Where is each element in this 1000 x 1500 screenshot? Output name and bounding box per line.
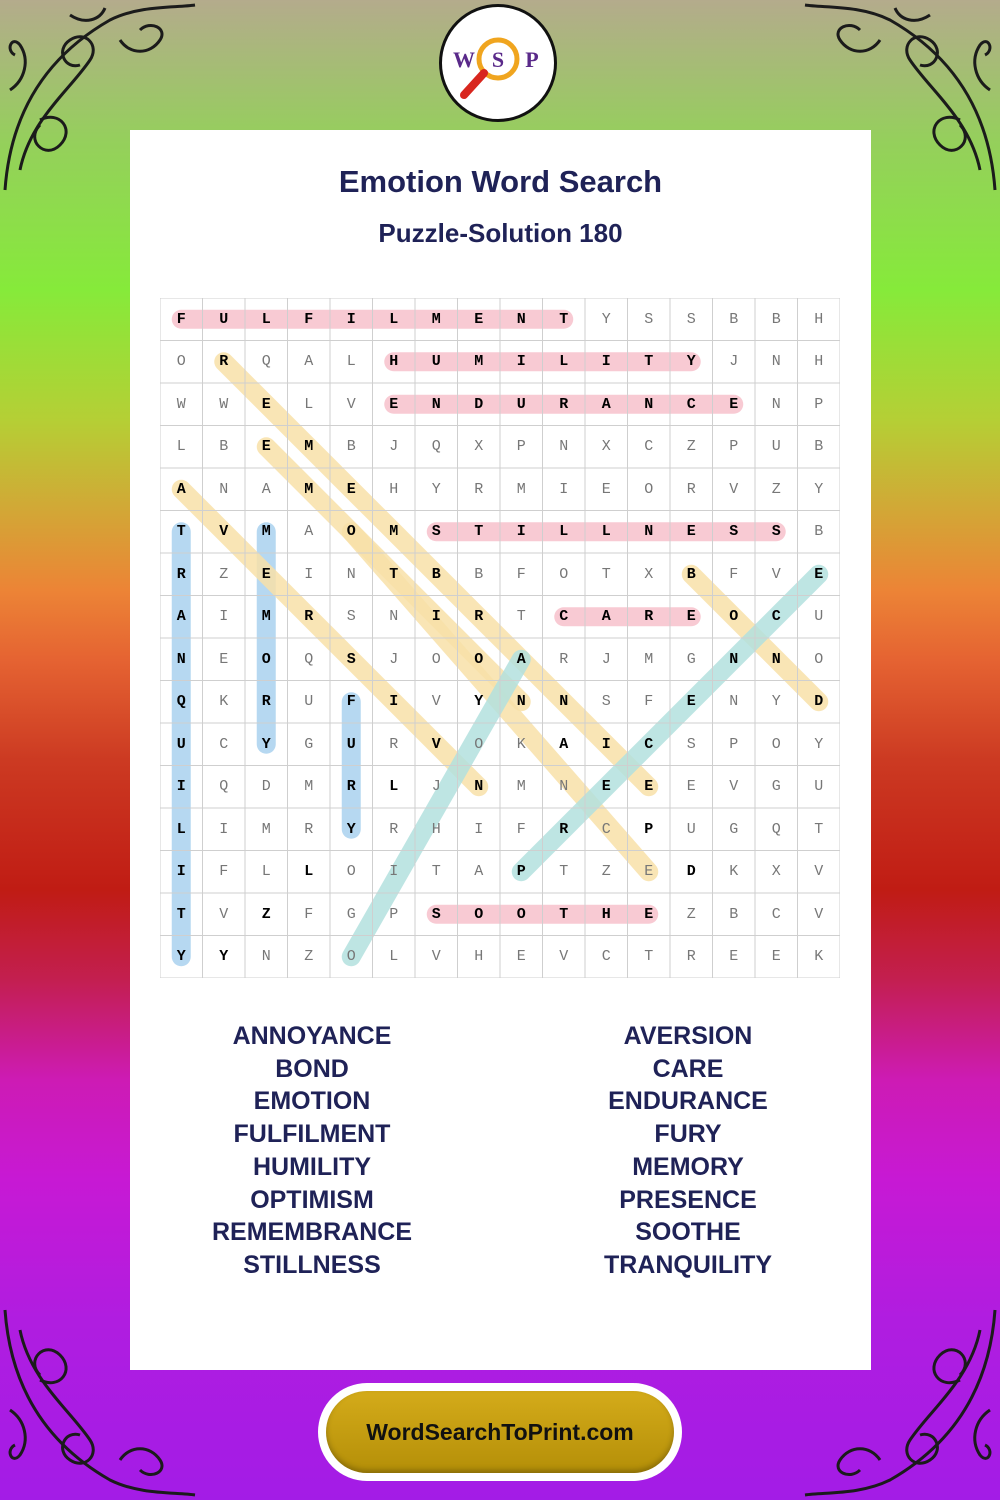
grid-cell[interactable]: L — [559, 353, 569, 371]
grid-cell[interactable]: L — [176, 820, 186, 838]
word-list-item: TRANQUILITY — [603, 1250, 773, 1279]
grid-cell[interactable]: L — [304, 395, 314, 413]
grid-cell[interactable]: I — [219, 820, 229, 838]
grid-cell[interactable]: A — [559, 735, 569, 753]
grid-cell[interactable]: L — [601, 523, 611, 541]
grid-cell[interactable]: J — [601, 650, 611, 668]
grid-cell[interactable]: C — [771, 608, 781, 626]
grid-cell[interactable]: T — [644, 948, 654, 966]
grid-cell[interactable]: U — [686, 820, 696, 838]
grid-cell[interactable]: T — [176, 523, 186, 541]
grid-cell[interactable]: L — [389, 778, 399, 796]
grid-cell[interactable]: L — [304, 863, 314, 881]
grid-cell[interactable]: X — [771, 863, 781, 881]
grid-cell[interactable]: Y — [474, 693, 484, 711]
grid-cell[interactable]: O — [729, 608, 739, 626]
grid-cell[interactable]: E — [729, 395, 739, 413]
grid-cell[interactable]: R — [686, 480, 696, 498]
grid-cell[interactable]: P — [729, 735, 739, 753]
website-link[interactable]: WordSearchToPrint.com — [366, 1418, 634, 1445]
word-list-item: SOOTHE — [635, 1218, 741, 1247]
grid-cell[interactable]: O — [474, 735, 484, 753]
grid-cell[interactable]: N — [729, 693, 739, 711]
grid-cell[interactable]: C — [771, 905, 781, 923]
grid-cell[interactable]: Q — [304, 650, 314, 668]
grid-cell[interactable]: V — [431, 948, 441, 966]
grid-cell[interactable]: P — [644, 820, 654, 838]
grid-cell[interactable]: O — [474, 650, 484, 668]
grid-cell[interactable]: M — [304, 778, 314, 796]
grid-cell[interactable]: U — [176, 735, 186, 753]
grid-cell[interactable]: R — [304, 608, 314, 626]
grid-cell[interactable]: B — [729, 905, 739, 923]
grid-cell[interactable]: O — [474, 905, 484, 923]
grid-cell[interactable]: U — [304, 693, 314, 711]
grid-cell[interactable]: T — [814, 820, 824, 838]
grid-cell[interactable]: A — [261, 480, 271, 498]
grid-cell[interactable]: I — [601, 735, 611, 753]
grid-cell[interactable]: T — [389, 565, 399, 583]
word-list-item: PRESENCE — [619, 1185, 757, 1214]
word-list-item: FULFILMENT — [233, 1120, 391, 1149]
grid-cell[interactable]: F — [729, 565, 739, 583]
grid-cell[interactable]: L — [261, 863, 271, 881]
grid-cell[interactable]: E — [686, 778, 696, 796]
word-list-right — [538, 1020, 838, 1282]
grid-cell[interactable]: A — [304, 353, 314, 371]
grid-cell[interactable]: G — [729, 820, 739, 838]
grid-cell[interactable]: B — [346, 438, 356, 456]
grid-cell[interactable]: I — [389, 863, 399, 881]
grid-cell[interactable]: E — [686, 693, 696, 711]
grid-cell[interactable]: F — [304, 905, 314, 923]
grid-cell[interactable]: P — [389, 905, 399, 923]
grid-cell[interactable]: V — [219, 523, 229, 541]
grid-cell[interactable]: N — [516, 310, 526, 328]
grid-cell[interactable]: N — [559, 693, 569, 711]
grid-cell[interactable]: E — [261, 565, 271, 583]
grid-cell[interactable]: G — [304, 735, 314, 753]
grid-cell[interactable]: M — [431, 310, 441, 328]
word-list-item: AVERSION — [623, 1022, 753, 1050]
grid-cell[interactable]: E — [516, 948, 526, 966]
grid-cell[interactable]: C — [601, 820, 611, 838]
grid-cell[interactable]: M — [304, 480, 314, 498]
grid-cell[interactable]: D — [474, 395, 484, 413]
grid-cell[interactable]: H — [601, 905, 611, 923]
grid-cell[interactable]: L — [176, 438, 186, 456]
grid-cell[interactable]: N — [771, 650, 781, 668]
grid-cell[interactable]: T — [559, 905, 569, 923]
grid-cell[interactable]: I — [389, 693, 399, 711]
grid-cell[interactable]: R — [474, 608, 484, 626]
grid-cell[interactable]: H — [814, 353, 824, 371]
grid-cell[interactable]: T — [176, 905, 186, 923]
grid-cell[interactable]: U — [814, 608, 824, 626]
grid-cell[interactable]: V — [729, 480, 739, 498]
grid-cell[interactable]: C — [644, 438, 654, 456]
grid-cell[interactable]: X — [474, 438, 484, 456]
grid-cell[interactable]: R — [559, 395, 569, 413]
grid-cell[interactable]: Z — [304, 948, 314, 966]
grid-cell[interactable]: T — [516, 608, 526, 626]
grid-cell[interactable]: R — [389, 735, 399, 753]
grid-cell[interactable]: I — [474, 820, 484, 838]
grid-cell[interactable]: S — [644, 310, 654, 328]
grid-cell[interactable]: M — [474, 353, 484, 371]
grid-cell[interactable]: E — [644, 863, 654, 881]
grid-cell[interactable]: M — [389, 523, 399, 541]
grid-cell[interactable]: T — [644, 353, 654, 371]
grid-cell[interactable]: C — [686, 395, 696, 413]
grid-cell[interactable]: O — [346, 523, 356, 541]
grid-cell[interactable]: F — [304, 310, 314, 328]
page-subtitle: Puzzle-Solution 180 — [378, 218, 623, 248]
grid-cell[interactable]: F — [644, 693, 654, 711]
word-list-item: STILLNESS — [243, 1250, 381, 1279]
grid-cell[interactable]: O — [176, 353, 186, 371]
grid-cell[interactable]: I — [304, 565, 314, 583]
grid-cell[interactable]: H — [389, 353, 399, 371]
grid-cell[interactable]: V — [814, 905, 824, 923]
grid-cell[interactable]: Y — [346, 820, 356, 838]
grid-cell[interactable]: K — [814, 948, 824, 966]
grid-cell[interactable]: U — [431, 353, 441, 371]
grid-cell[interactable]: S — [346, 650, 356, 668]
website-button[interactable] — [318, 1383, 682, 1481]
grid-cell[interactable]: V — [219, 905, 229, 923]
grid-cell[interactable]: S — [431, 523, 441, 541]
grid-cell[interactable]: C — [219, 735, 229, 753]
grid-cell[interactable]: R — [346, 778, 356, 796]
grid-cell[interactable]: L — [346, 353, 356, 371]
logo-letter-p: P — [525, 47, 539, 72]
grid-cell[interactable]: M — [261, 820, 271, 838]
grid-cell[interactable]: M — [261, 608, 271, 626]
grid-cell[interactable]: K — [219, 693, 229, 711]
grid-cell[interactable]: R — [261, 693, 271, 711]
grid-cell[interactable]: P — [814, 395, 824, 413]
grid-cell[interactable]: I — [516, 523, 526, 541]
grid-cell[interactable]: E — [686, 608, 696, 626]
grid-cell[interactable]: M — [304, 438, 314, 456]
letter-grid — [160, 298, 840, 978]
grid-cell[interactable]: Y — [261, 735, 271, 753]
word-list-item: FURY — [654, 1120, 722, 1149]
grid-cell[interactable]: I — [559, 480, 569, 498]
grid-cell[interactable]: Z — [771, 480, 781, 498]
grid-cell[interactable]: T — [474, 523, 484, 541]
grid-cell[interactable]: R — [559, 650, 569, 668]
grid-cell[interactable]: M — [516, 480, 526, 498]
grid-cell[interactable]: O — [814, 650, 824, 668]
grid-cell[interactable]: V — [814, 863, 824, 881]
grid-cell[interactable]: F — [516, 820, 526, 838]
grid-cell[interactable]: G — [686, 650, 696, 668]
grid-cell[interactable]: O — [771, 735, 781, 753]
grid-cell[interactable]: Z — [686, 438, 696, 456]
grid-cell[interactable]: E — [601, 480, 611, 498]
grid-cell[interactable]: K — [516, 735, 526, 753]
grid-cell[interactable]: L — [261, 310, 271, 328]
grid-cell[interactable]: E — [729, 948, 739, 966]
website-button-face[interactable] — [326, 1391, 674, 1473]
grid-cell[interactable]: A — [176, 608, 186, 626]
grid-cell[interactable]: U — [219, 310, 229, 328]
grid-cell[interactable]: A — [516, 650, 526, 668]
grid-cell[interactable]: C — [601, 948, 611, 966]
grid-cell[interactable]: R — [644, 608, 654, 626]
grid-cell[interactable]: H — [814, 310, 824, 328]
grid-cell[interactable]: J — [431, 778, 441, 796]
grid-cell[interactable]: Q — [771, 820, 781, 838]
grid-cell[interactable]: N — [176, 650, 186, 668]
grid-cell[interactable]: S — [686, 735, 696, 753]
word-list-item: BOND — [275, 1054, 349, 1083]
grid-cell[interactable]: Y — [601, 310, 611, 328]
grid-cell[interactable]: S — [431, 905, 441, 923]
grid-cell[interactable]: U — [346, 735, 356, 753]
grid-cell[interactable]: I — [176, 778, 186, 796]
grid-cell[interactable]: B — [771, 310, 781, 328]
grid-cell[interactable]: W — [176, 395, 186, 413]
grid-cell[interactable]: N — [771, 353, 781, 371]
grid-cell[interactable]: N — [516, 693, 526, 711]
grid-cell[interactable]: D — [814, 693, 824, 711]
grid-cell[interactable]: J — [389, 650, 399, 668]
grid-cell[interactable]: S — [771, 523, 781, 541]
grid-cell[interactable]: R — [219, 353, 229, 371]
grid-cell[interactable]: U — [814, 778, 824, 796]
grid-cell[interactable]: U — [771, 438, 781, 456]
grid-cell[interactable]: B — [686, 565, 696, 583]
grid-cell[interactable]: L — [559, 523, 569, 541]
grid-cell[interactable]: Y — [431, 480, 441, 498]
grid-cell[interactable]: V — [559, 948, 569, 966]
grid-cell[interactable]: D — [686, 863, 696, 881]
grid-cells — [160, 298, 840, 978]
grid-cell[interactable]: B — [431, 565, 441, 583]
grid-cell[interactable]: O — [644, 480, 654, 498]
grid-cell[interactable]: Q — [431, 438, 441, 456]
grid-cell[interactable]: L — [389, 310, 399, 328]
grid-cell[interactable]: Z — [601, 863, 611, 881]
grid-cell[interactable]: E — [771, 948, 781, 966]
grid-cell[interactable]: P — [729, 438, 739, 456]
grid-cell[interactable]: A — [601, 608, 611, 626]
grid-cell[interactable]: B — [814, 438, 824, 456]
grid-cell[interactable]: O — [346, 863, 356, 881]
grid-cell[interactable]: J — [389, 438, 399, 456]
logo-letter-w: W — [453, 47, 475, 72]
grid-cell[interactable]: H — [431, 820, 441, 838]
word-list-item: OPTIMISM — [250, 1185, 374, 1214]
grid-cell[interactable]: A — [304, 523, 314, 541]
grid-cell[interactable]: Z — [219, 565, 229, 583]
grid-cell[interactable]: R — [474, 480, 484, 498]
grid-cell[interactable]: Z — [261, 905, 271, 923]
grid-cell[interactable]: M — [644, 650, 654, 668]
grid-cell[interactable]: A — [176, 480, 186, 498]
word-list-item: HUMILITY — [252, 1152, 372, 1181]
grid-cell[interactable]: S — [601, 693, 611, 711]
grid-cell[interactable]: B — [814, 523, 824, 541]
word-list-left — [162, 1020, 462, 1282]
grid-cell[interactable]: S — [729, 523, 739, 541]
grid-cell[interactable]: W — [219, 395, 229, 413]
grid-cell[interactable]: M — [516, 778, 526, 796]
grid-cell[interactable]: X — [601, 438, 611, 456]
grid-cell[interactable]: F — [219, 863, 229, 881]
grid-cell[interactable]: S — [346, 608, 356, 626]
grid-cell[interactable]: N — [644, 523, 654, 541]
wsp-logo — [439, 4, 557, 122]
grid-cell[interactable]: I — [176, 863, 186, 881]
grid-cell[interactable]: E — [644, 778, 654, 796]
grid-cell[interactable]: D — [261, 778, 271, 796]
grid-cell[interactable]: Z — [686, 905, 696, 923]
grid-cell[interactable]: L — [389, 948, 399, 966]
word-list-item: CARE — [652, 1054, 724, 1083]
grid-cell[interactable]: V — [431, 693, 441, 711]
grid-cell[interactable]: C — [559, 608, 569, 626]
grid-cell[interactable]: P — [516, 863, 526, 881]
grid-cell[interactable]: E — [346, 480, 356, 498]
grid-cell[interactable]: V — [346, 395, 356, 413]
grid-cell[interactable]: O — [261, 650, 271, 668]
grid-cell[interactable]: Y — [771, 693, 781, 711]
grid-cell[interactable]: Y — [814, 480, 824, 498]
grid-cell[interactable]: I — [431, 608, 441, 626]
grid-cell[interactable]: Y — [176, 948, 186, 966]
grid-cell[interactable]: I — [516, 353, 526, 371]
grid-cell[interactable]: V — [729, 778, 739, 796]
grid-cell[interactable]: O — [559, 565, 569, 583]
grid-cell[interactable]: E — [601, 778, 611, 796]
grid-cell[interactable]: O — [431, 650, 441, 668]
grid-cell[interactable]: R — [389, 820, 399, 838]
grid-cell[interactable]: F — [176, 310, 186, 328]
grid-cell[interactable]: N — [389, 608, 399, 626]
grid-cell[interactable]: N — [559, 438, 569, 456]
grid-cell[interactable]: R — [304, 820, 314, 838]
grid-cell[interactable]: R — [176, 565, 186, 583]
grid-cell[interactable]: N — [261, 948, 271, 966]
grid-cell[interactable]: G — [771, 778, 781, 796]
grid-cell[interactable]: B — [219, 438, 229, 456]
grid-cell[interactable]: Y — [814, 735, 824, 753]
grid-cell[interactable]: J — [729, 353, 739, 371]
grid-cell[interactable]: O — [516, 905, 526, 923]
grid-cell[interactable]: E — [474, 310, 484, 328]
grid-cell[interactable]: B — [729, 310, 739, 328]
grid-cell[interactable]: V — [771, 565, 781, 583]
word-list-item: REMEMBRANCE — [212, 1218, 412, 1247]
grid-cell[interactable]: G — [346, 905, 356, 923]
grid-cell[interactable]: P — [516, 438, 526, 456]
word-list-item: ANNOYANCE — [232, 1022, 392, 1050]
grid-cell[interactable]: Y — [219, 948, 229, 966]
grid-cell[interactable]: I — [346, 310, 356, 328]
grid-cell[interactable]: H — [389, 480, 399, 498]
grid-cell[interactable]: N — [474, 778, 484, 796]
grid-cell[interactable]: R — [686, 948, 696, 966]
grid-cell[interactable]: T — [431, 863, 441, 881]
word-list-item: ENDURANCE — [608, 1087, 768, 1116]
grid-cell[interactable]: V — [431, 735, 441, 753]
puzzle-panel — [130, 130, 871, 1370]
grid-cell[interactable]: X — [644, 565, 654, 583]
grid-cell[interactable]: U — [516, 395, 526, 413]
grid-cell[interactable]: I — [601, 353, 611, 371]
grid-cell[interactable]: T — [601, 565, 611, 583]
grid-cell[interactable]: R — [559, 820, 569, 838]
grid-cell[interactable]: N — [771, 395, 781, 413]
grid-cell[interactable]: F — [346, 693, 356, 711]
logo-letter-s: S — [491, 47, 505, 72]
grid-cell[interactable]: C — [644, 735, 654, 753]
grid-cell[interactable]: E — [261, 395, 271, 413]
grid-cell[interactable]: E — [814, 565, 824, 583]
grid-cell[interactable]: E — [261, 438, 271, 456]
grid-cell[interactable]: F — [516, 565, 526, 583]
grid-cell[interactable]: N — [559, 778, 569, 796]
grid-cell[interactable]: A — [601, 395, 611, 413]
grid-cell[interactable]: B — [474, 565, 484, 583]
grid-cell[interactable]: E — [219, 650, 229, 668]
grid-cell[interactable]: A — [474, 863, 484, 881]
grid-cell[interactable]: N — [219, 480, 229, 498]
grid-cell[interactable]: I — [219, 608, 229, 626]
grid-cell[interactable]: O — [346, 948, 356, 966]
grid-cell[interactable]: M — [261, 523, 271, 541]
grid-cell[interactable]: E — [389, 395, 399, 413]
grid-cell[interactable]: Y — [686, 353, 696, 371]
word-list-item: MEMORY — [632, 1152, 744, 1181]
grid-cell[interactable]: E — [644, 905, 654, 923]
grid-cell[interactable]: S — [686, 310, 696, 328]
word-list-item: EMOTION — [253, 1087, 371, 1116]
grid-cell[interactable]: T — [559, 310, 569, 328]
grid-cell[interactable]: N — [431, 395, 441, 413]
grid-cell[interactable]: T — [559, 863, 569, 881]
grid-cell[interactable]: Q — [219, 778, 229, 796]
grid-cell[interactable]: K — [729, 863, 739, 881]
grid-cell[interactable]: E — [686, 523, 696, 541]
grid-cell[interactable]: H — [474, 948, 484, 966]
grid-cell[interactable]: Q — [261, 353, 271, 371]
grid-cell[interactable]: N — [729, 650, 739, 668]
grid-cell[interactable]: N — [346, 565, 356, 583]
grid-cell[interactable]: N — [644, 395, 654, 413]
grid-cell[interactable]: Q — [176, 693, 186, 711]
page-title: Emotion Word Search — [338, 164, 663, 199]
